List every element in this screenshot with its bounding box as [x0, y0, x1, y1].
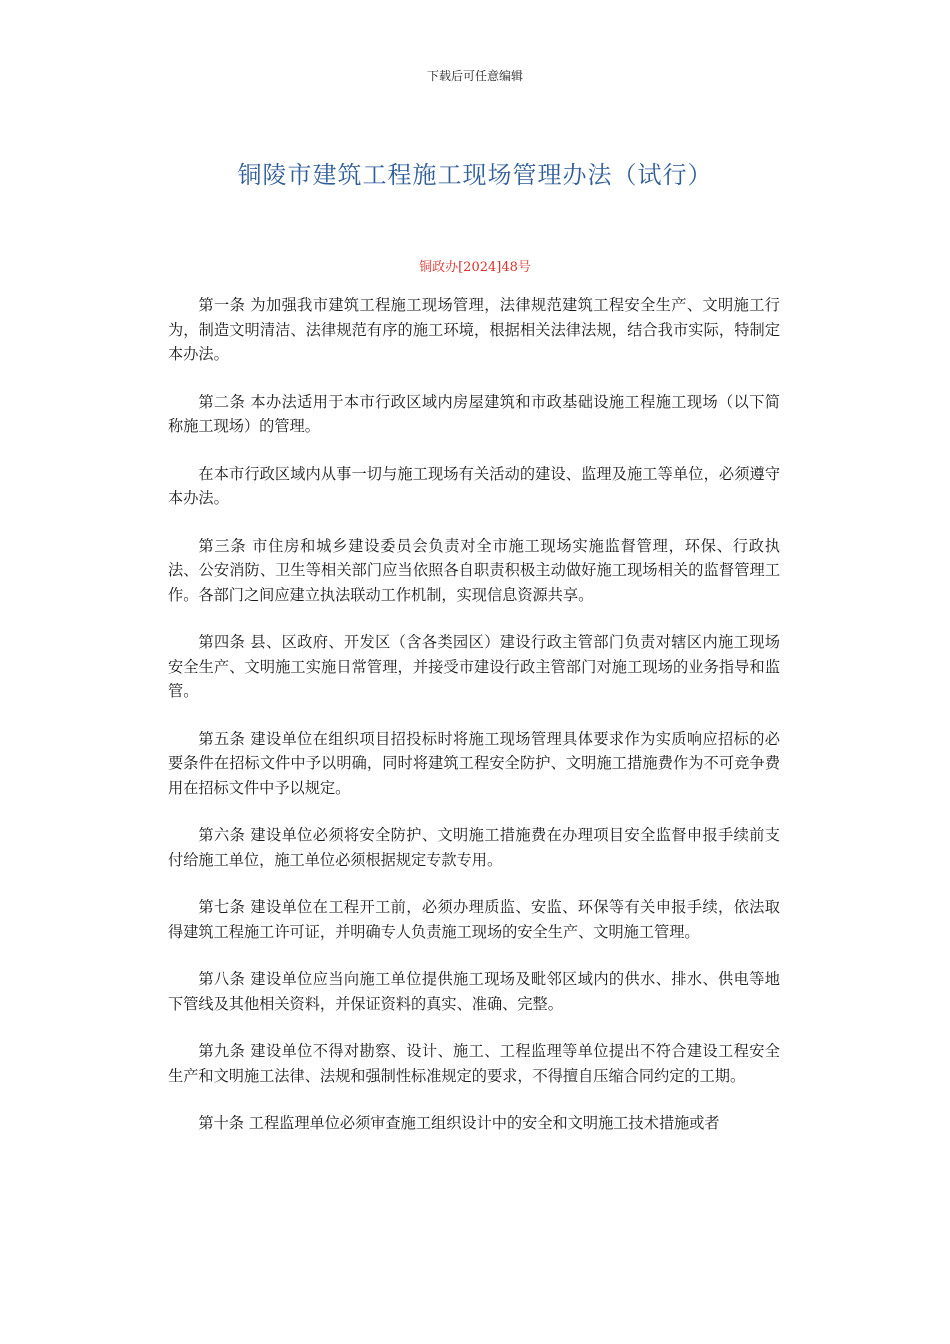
paragraph-article-1: 第一条 为加强我市建筑工程施工现场管理，法律规范建筑工程安全生产、文明施工行为，制造文明清洁、法律规范有序的施工环境，根据相关法律法规，结合我市实际，特制定本办法。	[168, 296, 780, 363]
paragraph-article-4: 第四条 县、区政府、开发区（含各类园区）建设行政主管部门负责对辖区内施工现场安全生产、文明施工实施日常管理，并接受市建设行政主管部门对施工现场的业务指导和监管。	[168, 633, 780, 700]
paragraph-article-2: 第二条 本办法适用于本市行政区域内房屋建筑和市政基础设施工程施工现场（以下简称施工现场）的管理。	[168, 392, 780, 435]
document-body	[168, 293, 780, 1159]
paragraph-article-5: 第五条 建设单位在组织项目招投标时将施工现场管理具体要求作为实质响应招标的必要条件在招标文件中予以明确，同时将建筑工程安全防护、文明施工措施费作为不可竞争费用在招标文件中予以规定。	[168, 729, 780, 797]
paragraph-article-8: 第八条 建设单位应当向施工单位提供施工现场及毗邻区域内的供水、排水、供电等地下管线及其他相关资料，并保证资料的真实、准确、完整。	[168, 970, 780, 1013]
document-number: 铜政办[2024]48号	[419, 260, 531, 275]
page-title: 铜陵市建筑工程施工现场管理办法（试行）	[237, 161, 713, 189]
header-note: 下载后可任意编辑	[426, 69, 523, 83]
paragraph-article-2-scope: 在本市行政区域内从事一切与施工现场有关活动的建设、监理及施工等单位，必须遵守本办法。	[168, 464, 780, 507]
paragraph-article-9: 第九条 建设单位不得对勘察、设计、施工、工程监理等单位提出不符合建设工程安全生产和文明施工法律、法规和强制性标准规定的要求，不得擅自压缩合同约定的工期。	[168, 1042, 780, 1085]
paragraph-article-3: 第三条 市住房和城乡建设委员会负责对全市施工现场实施监督管理，环保、行政执法、公安消防、卫生等相关部门应当依照各自职责积极主动做好施工现场相关的监督管理工作。各部门之间应建立执法联动工作机制，实现信息资源共享。	[168, 536, 780, 604]
paragraph-article-10: 第十条 工程监理单位必须审查施工组织设计中的安全和文明施工技术措施或者	[198, 1114, 720, 1132]
paragraph-article-7: 第七条 建设单位在工程开工前，必须办理质监、安监、环保等有关申报手续，依法取得建筑工程施工许可证，并明确专人负责施工现场的安全生产、文明施工管理。	[168, 898, 780, 941]
paragraph-article-6: 第六条 建设单位必须将安全防护、文明施工措施费在办理项目安全监督申报手续前支付给施工单位，施工单位必须根据规定专款专用。	[168, 826, 780, 869]
